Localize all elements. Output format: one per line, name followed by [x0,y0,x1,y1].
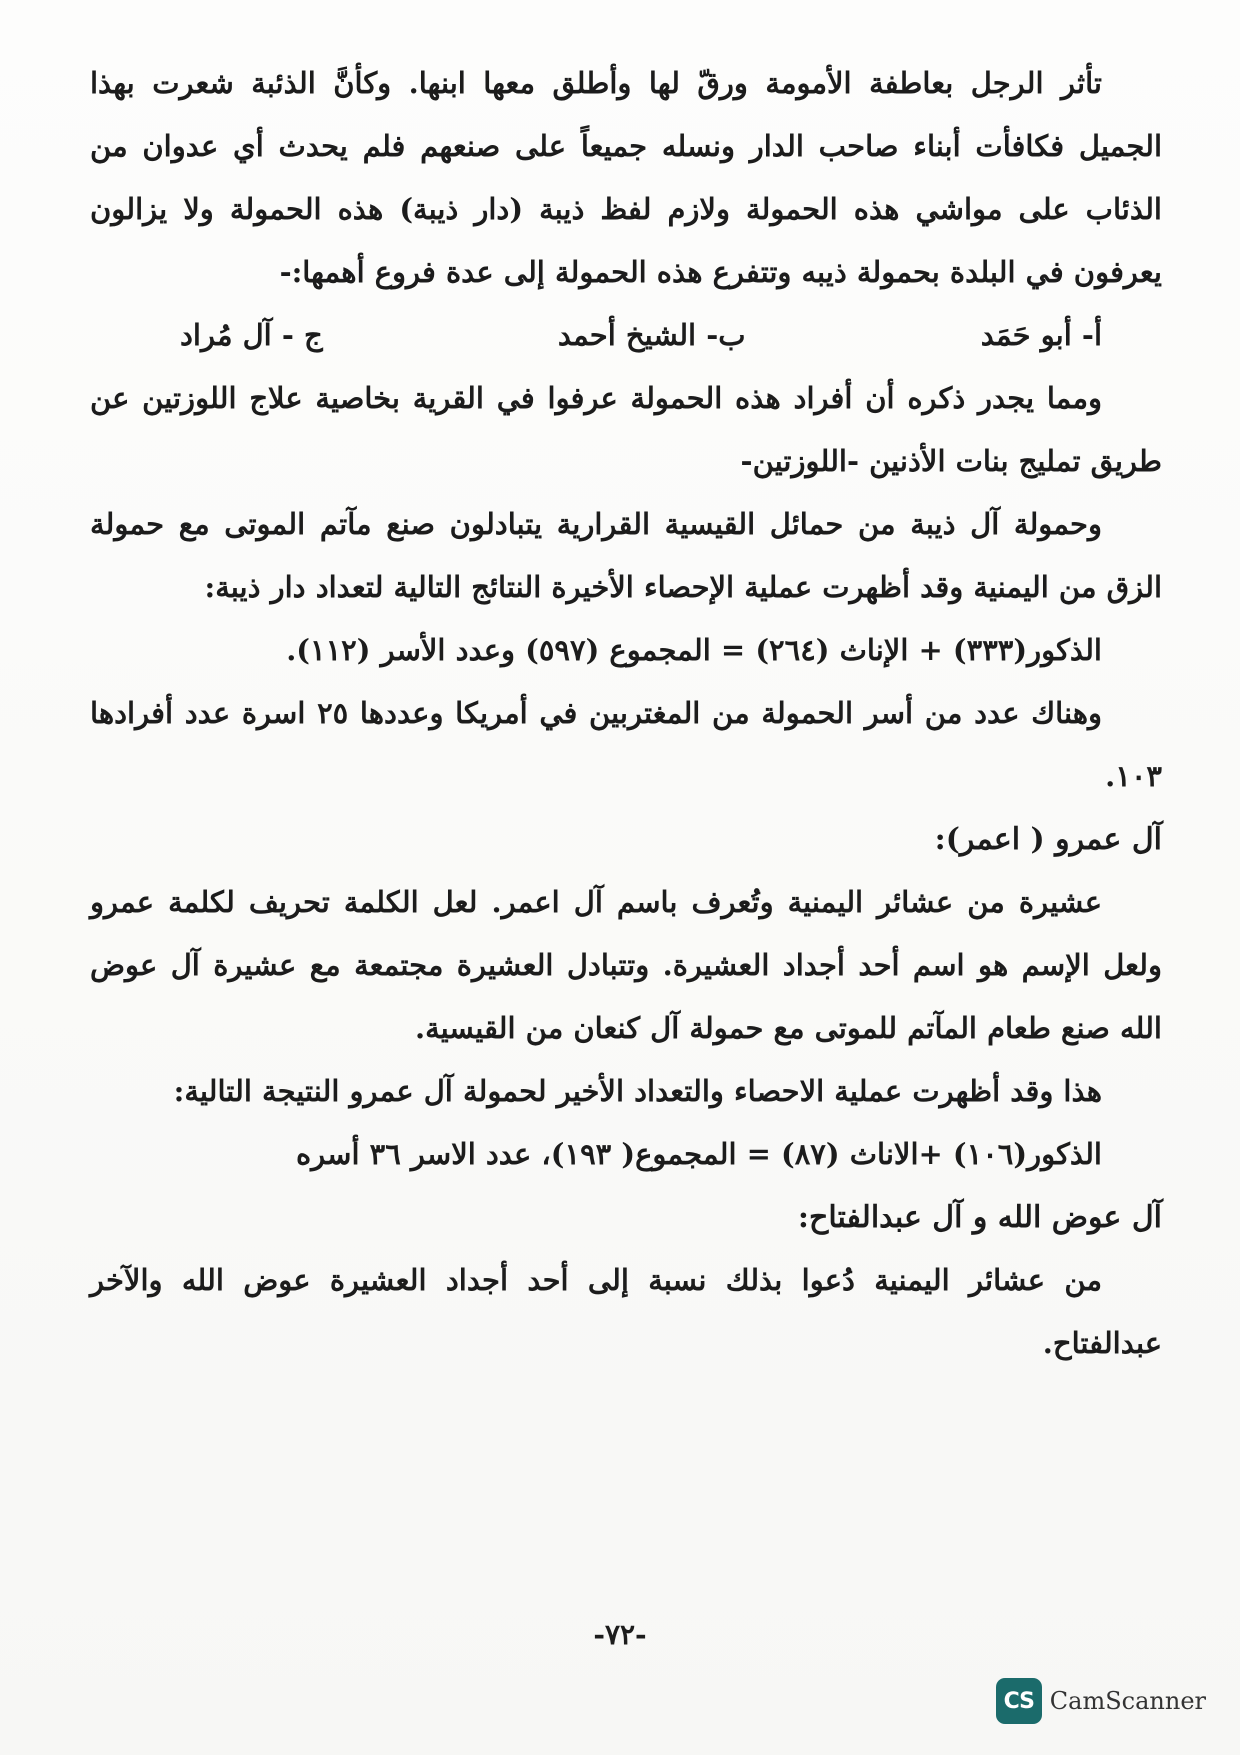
paragraph-tonsils: ومما يجدر ذكره أن أفراد هذه الحمولة عرفوا في القرية بخاصية علاج اللوزتين عن طريق تمليج بنات الأذنين -اللوزتين- [90,381,1162,478]
heading-awad-abdelfattah: آل عوض الله و آل عبدالفتاح: [797,1200,1162,1235]
branch-item-b: ب- الشيخ أحمد [557,318,746,352]
camscanner-logo-icon: CS [996,1678,1042,1724]
camscanner-name: CamScanner [1049,1687,1206,1715]
branch-item-c: ج - آل مُراد [180,318,323,352]
branch-list [90,304,1162,367]
page-number: -٧٢- [593,1618,647,1651]
page-body [90,52,1162,1375]
paragraph-al-amr: عشيرة من عشائر اليمنية وتُعرف باسم آل اعمر. لعل الكلمة تحريف لكلمة عمرو ولعل الإسم هو اسم أحد أجداد العشيرة. وتتبادل العشيرة مجتمعة مع عشيرة آل عوض الله صنع طعام المآتم للموتى مع حمولة آل كنعان من القيسية. [90,885,1162,1045]
paragraph-awad-abdelfattah: من عشائر اليمنية دُعوا بذلك نسبة إلى أحد أجداد العشيرة عوض الله والآخر عبدالفتاح. [90,1263,1162,1360]
heading-al-amr: آل عمرو ( اعمر): [934,822,1162,857]
census-dhiba-equation: الذكور(٣٣٣) + الإناث (٢٦٤) = المجموع (٥٩٧) وعدد الأسر (١١٢). [286,633,1102,667]
paragraph-dhiba-census-intro: وحمولة آل ذيبة من حمائل القيسية القرارية يتبادلون صنع مآتم الموتى مع حمولة الزق من اليمنية وقد أظهرت عملية الإحصاء الأخيرة النتائج التالية لتعداد دار ذيبة: [90,507,1162,604]
paragraph-emigrants: وهناك عدد من أسر الحمولة من المغتربين في أمريكا وعددها ٢٥ اسرة عدد أفرادها ١٠٣. [90,696,1162,793]
branch-item-a: أ- أبو حَمَد [980,318,1102,352]
camscanner-watermark [996,1679,1206,1723]
paragraph-amr-census-intro: هذا وقد أظهرت عملية الاحصاء والتعداد الأخير لحمولة آل عمرو النتيجة التالية: [173,1074,1102,1108]
census-amr-equation: الذكور(١٠٦) +الاناث (٨٧) = المجموع( ١٩٣)، عدد الاسر ٣٦ أسره [295,1137,1102,1171]
paragraph-dhiba-story: تأثر الرجل بعاطفة الأمومة ورقّ لها وأطلق معها ابنها. وكأنَّ الذئبة شعرت بهذا الجميل فكافأت أبناء صاحب الدار ونسله جميعاً على صنعهم فلم يحدث أي عدوان من الذئاب على مواشي هذه الحمولة ولازم لفظ ذيبة (دار ذيبة) هذه الحمولة ولا يزالون يعرفون في البلدة بحمولة ذيبه وتتفرع هذه الحمولة إلى عدة فروع أهمها:- [90,66,1162,289]
